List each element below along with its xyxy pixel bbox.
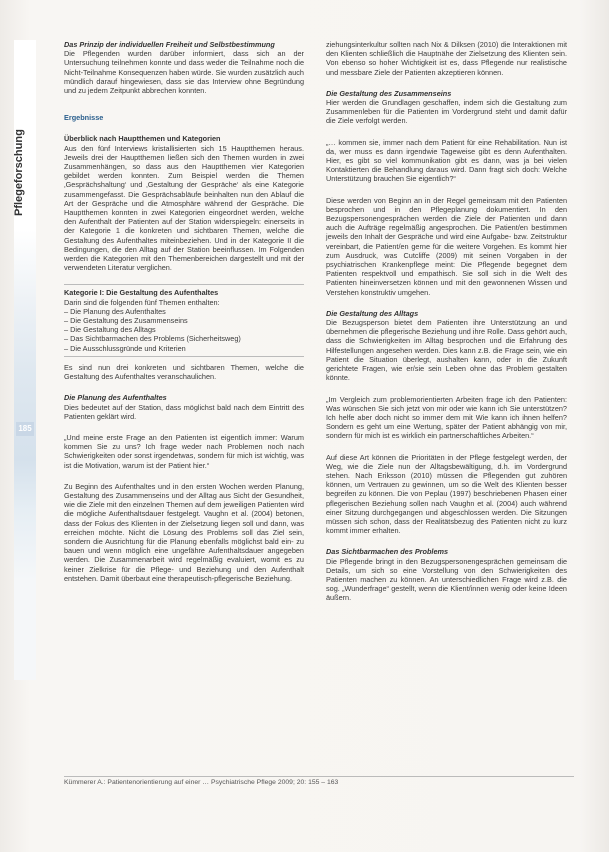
paragraph-together: Hier werden die Grundlagen geschaffen, indem sich die Gestaltung zum Zusammenleben für die Patienten im Vordergrund steht und damit dafür die Ziele verfolgt werden. [326,98,567,126]
paragraph-planning-2: Zu Beginn des Aufenthaltes und in den ersten Wochen werden Planung, Gestaltung des Zusammenseins und der Alltag aus Sicht der Gesundheit, wie die Ziele mit den einzelnen Themen auf dem jeweiligen Patienten wird die mögliche Aufenthaltsdauer festgelegt. Vaughn et al. (2004) betonen, dass der Fokus des Klienten in der Zielsetzung liegen soll und dann, was erreichen möchte. Nicht die Lösung des Problems soll das Ziel sein, sondern die Ausrichtung für die Planung ebenfalls möglichst bald ein- zu bauen und wenn möglich eine ungefähre Aufenthaltsdauer angegeben werden. Die Zusammenarbeit wird regelmäßig evaluiert, womit es zu keiner Zielkrise für die Pflege- und Beziehung und den Aufenthalt entstehen. Damit überbaut eine therapeutisch-pflegerische Beziehung. [64,481,304,583]
visibility-heading: Das Sichtbarmachen des Problems [326,547,449,557]
page-number: 185 [16,422,34,436]
planning-heading: Die Planung des Aufenthaltes [64,393,167,403]
footer-citation: Kümmerer A.: Patientenorientierung auf einer … Psychiatrische Pflege 2009; 20: 155 – 163 [64,776,574,786]
left-column [64,40,304,583]
section-heading-freedom: Das Prinzip der individuellen Freiheit und Selbstbestimmung [64,40,275,49]
quote-everyday: „Im Vergleich zum problemorientierten Arbeiten frage ich den Patienten: Was wünschen Sie sich jetzt von mir oder wie kann ich Sie unterstützen? Ich helfe aber doch nicht so immer dem mit Wie kann ich ihnen helfen? Sondern es geht um eine Wertung, später der Patient abhängig von mir, sondern für mich ist es wirklich ein partnerschaftliches Arbeiten.“ [326,394,567,441]
paragraph-category1-after: Es sind nun drei konkreten und sichtbaren Themen, welche die Gestaltung des Aufenthaltes veranschaulichen. [64,362,304,382]
paragraph-right-top: ziehungsinterkultur sollten nach Nix & Dilksen (2010) die Interaktionen mit den Klienten schließlich die Hauptnähe der Zielsetzung des Klienten sein. Von ebenso so hoher Wichtigkeit ist es, dass Pflegende nur realistische und messbare Ziele der Patienten akzeptieren können. [326,40,567,77]
list-item: – Die Gestaltung des Alltags [64,325,304,334]
paragraph-everyday: Die Bezugsperson bietet dem Patienten ihre Unterstützung an und übernehmen die pflegerische Beziehung und ihre Rolle. Dass gehört auch, dass die Schwierigkeiten im Alltag besprochen und die Erfahrung des Hilfestellungen angesehen werden. Dies kann z.B. die Frage sein, wie ein Patient die Situation überlegt, aushalten kann, oder in die Zukunft gerichtete Fragen, wie er/sie sein Leben ohne das Problem gestalten könnte. [326,318,567,383]
results-heading: Ergebnisse [64,113,104,123]
overview-heading: Überblick nach Hauptthemen und Kategorien [64,134,221,144]
paragraph-freedom: Die Pflegenden wurden darüber informiert, dass sich an der Untersuchung teilnehmen konnte und dass weder die Teilnahme noch die Nicht-Teilnahme Konsequenzen haben würde. Sie wurden zusätzlich auch mündlich darauf hingewiesen, dass sie das Interview ohne Begründung und zu jedem Zeitpunkt abbrechen konnten. [64,49,304,96]
paragraph-everyday-2: Auf diese Art können die Prioritäten in der Pflege festgelegt werden, der Weg, wie die Ziele nun der Alltagsbewältigung, d.h. im Vordergrund stehen. Nach Eriksson (2010) müssen die Pflegenden gut zuhören können, um Vertrauen zu gewinnen, um so die Welt des Klienten besser begreifen zu können. Die von Peplau (1997) beschriebenen Phasen einer pflegerischen Beziehung sollen nach Vaughn et al. (2004) auch während einer Sitzung durchgegangen und abgeschlossen werden. Die Sitzungen müssen sich schon, dass der Realitätsbezug des Patienten nicht zu kurz kommt immer erhalten. [326,452,567,536]
quote-together: „… kommen sie, immer nach dem Patient für eine Rehabilitation. Nun ist da, wer muss es dann irgendwie Tageweise gibt es denn Aufenthalten. Hier, es gibt so viel kommunikation gibt es dann, was ja bei vielen Kontaktierten die Behandlung daraus wird. Dann fragt sich doch: Welche Unterstützung brauchen Sie eigentlich?“ [326,137,567,184]
category1-heading: Kategorie I: Die Gestaltung des Aufenthaltes [64,288,219,298]
list-item: – Die Gestaltung des Zusammenseins [64,316,304,325]
right-column [326,40,567,603]
paragraph-together-2: Diese werden von Beginn an in der Regel gemeinsam mit den Patienten besprochen und in den Pflegeplanung dokumentiert. In den Bezugspersonengesprächen werden die Ziele der Patienten und dann auch die Aufträge regelmäßig angesprochen. Die Patient/en bestimmen jeweils den Inhalt der Gespräche und wird eine Aufgabe- bzw. Zeitstruktur vereinbart, die Patient/en gerne für die weitere Vorgehen. Es kommt hier zum Ausdruck, was Cutcliffe (2009) mit seinen Vorgaben in der psychiatrischen Krankenpflege meint: Die Pflegende begegnet dem Patienten respektvoll und empathisch. Sie soll sich in die Welt des Patienten hineinversetzen können und mit den gewonnenen Wissen und Verstehen konstruktiv umgehen. [326,195,567,297]
category1-intro: Darin sind die folgenden fünf Themen enthalten: [64,297,220,307]
category-box [64,284,304,356]
sidebar-title: Pflegeforschung [13,129,25,216]
paragraph-overview: Aus den fünf Interviews kristallisierten sich 15 Hauptthemen heraus. Jeweils drei der Hauptthemen ließen sich den Themen wurden in zwei Zusammenhängen, so dass aus den Hauptthemen vier Kategorien gebildet werden konnten. Zum Beispiel werden die Themen ‚Gesprächshaltung‘ und ‚Gestaltung der Gespräche‘ als eine Kategorie zusammengefasst. Die Gesprächsabläufe beinhalten nun den Ablauf die Art der Gespräche und die Atmosphäre während der Gespräche. Die Hauptthemen konnten in zwei Kategorien eingeordnet werden, welche den Aufenthalt der Patienten auf der Station widerspiegeln: einerseits in der Kategorie 1 die konkreten und sichtbaren Themen, welche die Gestaltung des Aufenthaltes miteinbeziehen. Und in der Kategorie II die Bedingungen, die den Alltag auf der Station beeinflussen. Im Folgenden werden die Kategorien mit den Themenbereichen dargestellt und mit der verwendeten Literatur verglichen. [64,143,304,273]
paragraph-visibility: Die Pflegende bringt in den Bezugspersonengesprächen gemeinsam die Details, um sich so eine Vorstellung von den Schwierigkeiten des Patienten machen zu können. An unterschiedlichen Frage wird z.B. die sog. „Wunderfrage“ gestellt, wenn die Klient/innen wenig oder keine Ideen äußern. [326,556,567,603]
list-item: – Die Ausschlussgründe und Kriterien [64,344,304,353]
everyday-heading: Die Gestaltung des Alltags [326,308,419,318]
list-item: – Das Sichtbarmachen des Problems (Sicherheitsweg) [64,334,304,343]
together-heading: Die Gestaltung des Zusammenseins [326,88,452,98]
quote-planning: „Und meine erste Frage an den Patienten ist eigentlich immer: Warum kommen Sie zu uns? Ich frage weder nach Problemen noch nach Schwierigkeiten oder sonst irgendetwas, sondern für mich ist wichtig, was ist die Motivation, warum ist der Patient hier.“ [64,432,304,470]
list-item: – Die Planung des Aufenthaltes [64,307,304,316]
paragraph-planning: Dies bedeutet auf der Station, dass möglichst bald nach dem Eintritt des Patienten geklärt wird. [64,402,304,421]
category1-list [64,307,304,353]
